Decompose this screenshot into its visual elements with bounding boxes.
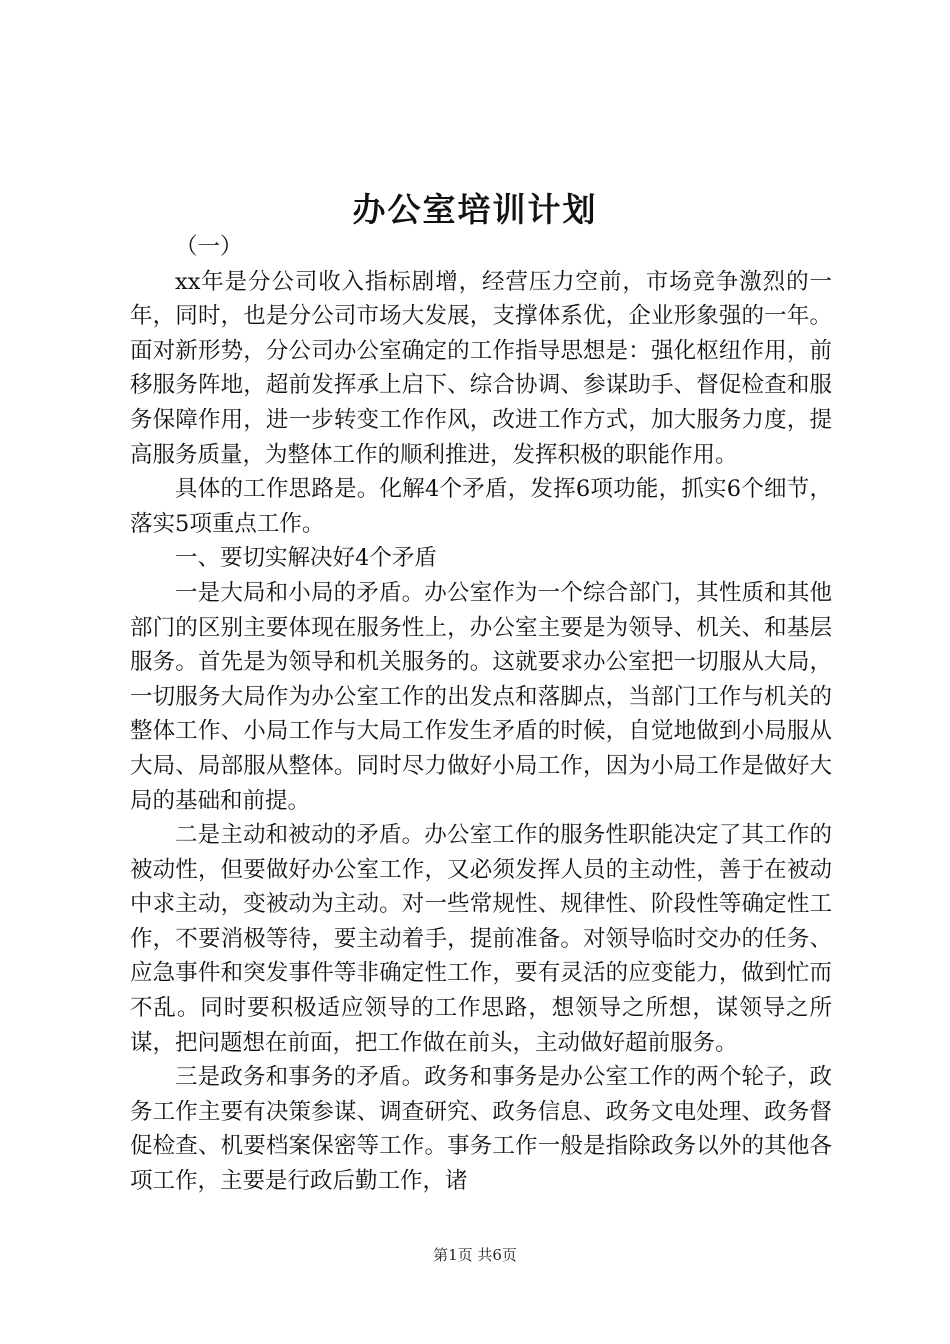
paragraph-contradiction-2: 二是主动和被动的矛盾。办公室工作的服务性职能决定了其工作的被动性，但要做好办公室工作，又必须发挥人员的主动性，善于在被动中求主动，变被动为主动。对一些常规性、规律性、阶段性等确定性工作，不要消极等待，要主动着手，提前准备。对领导临时交办的任务、应急事件和突发事件等非确定性工作，要有灵活的应变能力，做到忙而不乱。同时要积极适应领导的工作思路，想领导之所想，谋领导之所谋，把问题想在前面，把工作做在前头，主动做好超前服务。 xyxy=(130,822,832,1056)
document-body xyxy=(130,230,832,1199)
paragraph-contradiction-3: 三是政务和事务的矛盾。政务和事务是办公室工作的两个轮子，政务工作主要有决策参谋、调查研究、政务信息、政务文电处理、政务督促检查、机要档案保密等工作。事务工作一般是指除政务以外的其他各项工作，主要是行政后勤工作，诸 xyxy=(130,1064,832,1195)
section-heading-contradictions: 一、要切实解决好4个矛盾 xyxy=(175,545,437,572)
paragraph-intro: xx年是分公司收入指标剧增，经营压力空前，市场竞争激烈的一年，同时，也是分公司市场大发展，支撑体系优，企业形象强的一年。面对新形势，分公司办公室确定的工作指导思想是：强化枢纽作用，前移服务阵地，超前发挥承上启下、综合协调、参谋助手、督促检查和服务保障作用，进一步转变工作作风，改进工作方式，加大服务力度，提高服务质量，为整体工作的顺利推进，发挥积极的职能作用。 xyxy=(130,268,832,468)
section-label: （一） xyxy=(175,234,243,260)
page-number-footer: 第1页 共6页 xyxy=(433,1246,517,1264)
paragraph-contradiction-1: 一是大局和小局的矛盾。办公室作为一个综合部门，其性质和其他部门的区别主要体现在服务性上，办公室主要是为领导、机关、和基层服务。首先是为领导和机关服务的。这就要求办公室把一切服从大局，一切服务大局作为办公室工作的出发点和落脚点，当部门工作与机关的整体工作、小局工作与大局工作发生矛盾的时候，自觉地做到小局服从大局、局部服从整体。同时尽力做好小局工作，因为小局工作是做好大局的基础和前提。 xyxy=(130,579,832,814)
paragraph-work-approach: 具体的工作思路是。化解4个矛盾，发挥6项功能，抓实6个细节，落实5项重点工作。 xyxy=(130,476,832,537)
document-title: 办公室培训计划 xyxy=(352,190,598,229)
